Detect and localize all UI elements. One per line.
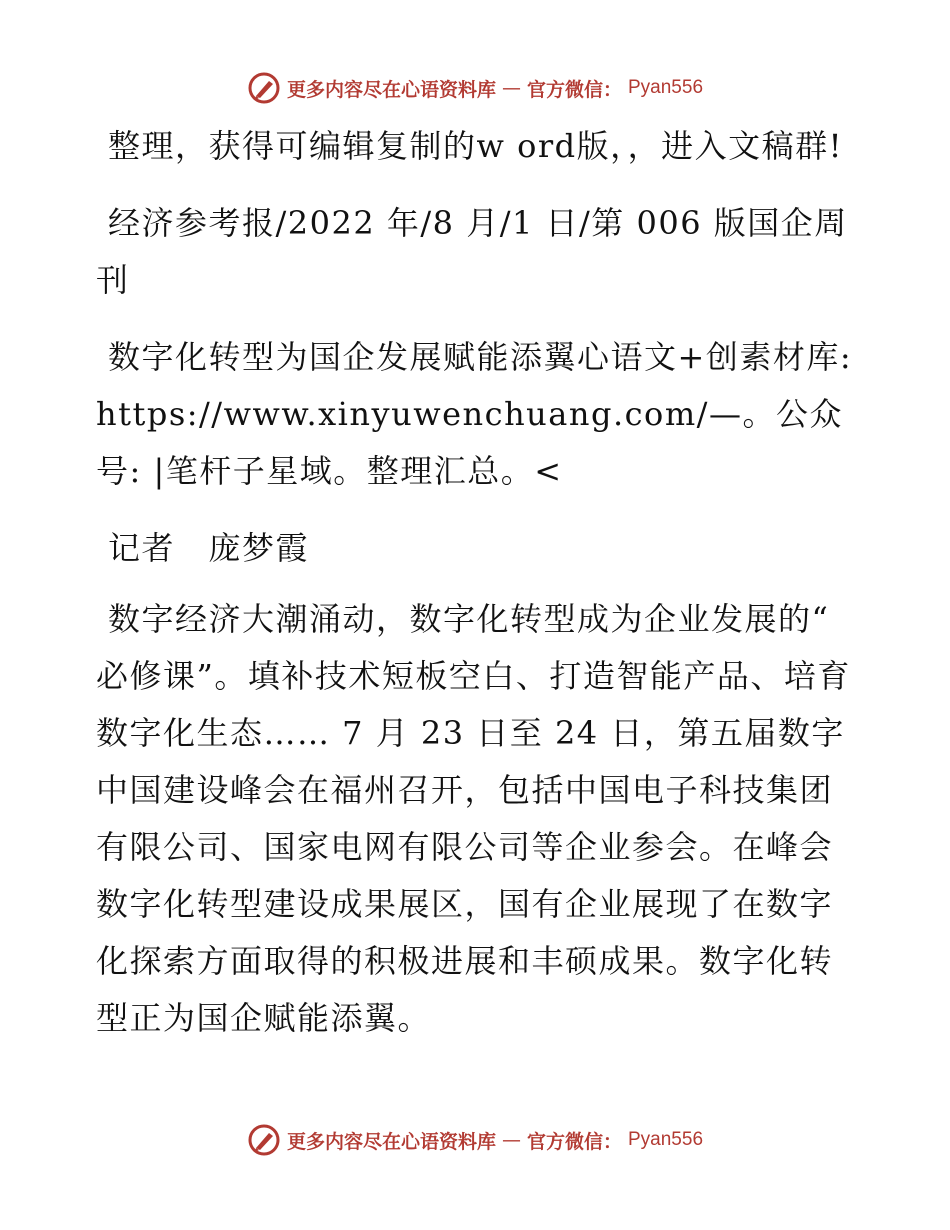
document-body: [96, 118, 856, 1067]
banner-wechat-label: 官方微信：: [526, 78, 622, 101]
banner-separator: —: [501, 77, 521, 99]
header-banner: [0, 68, 950, 108]
pen-logo-icon: [247, 71, 281, 105]
banner-main-text: 更多内容尽在心语资料库: [286, 78, 496, 101]
paragraph-intro: 整理，获得可编辑复制的w ord版，，进入文稿群!: [108, 127, 843, 165]
footer-banner: [0, 1120, 950, 1160]
banner-main-text: 更多内容尽在心语资料库: [286, 1130, 496, 1153]
banner-wechat-handle: Pyan556: [628, 77, 704, 98]
paragraph-body: 数字经济大潮涌动，数字化转型成为企业发展的“ 必修课”。填补技术短板空白、打造智能产品、培育数字化生态…… 7 月 23 日至 24 日，第五届数字中国建设峰会在福州召开，包括中国电子科技集团有限公司、国家电网有限公司等企业参会。在峰会数字化转型建设成果展区，国有企业展现了在数字化探索方面取得的积极进展和丰硕成果。数字化转型正为国企赋能添翼。: [96, 600, 851, 1037]
pen-logo-icon: [247, 1123, 281, 1157]
banner-separator: —: [501, 1129, 521, 1151]
paragraph-source: 经济参考报/2022 年/8 月/1 日/第 006 版国企周刊: [96, 204, 848, 299]
banner-wechat-handle: Pyan556: [628, 1129, 704, 1150]
paragraph-title: 数字化转型为国企发展赋能添翼心语文+创素材库: https://www.xinyuwenchuang.com/—。公众号: |笔杆子星域。整理汇总。<: [96, 338, 853, 490]
banner-wechat-label: 官方微信：: [526, 1130, 622, 1153]
paragraph-byline: 记者 庞梦霞: [108, 529, 310, 567]
